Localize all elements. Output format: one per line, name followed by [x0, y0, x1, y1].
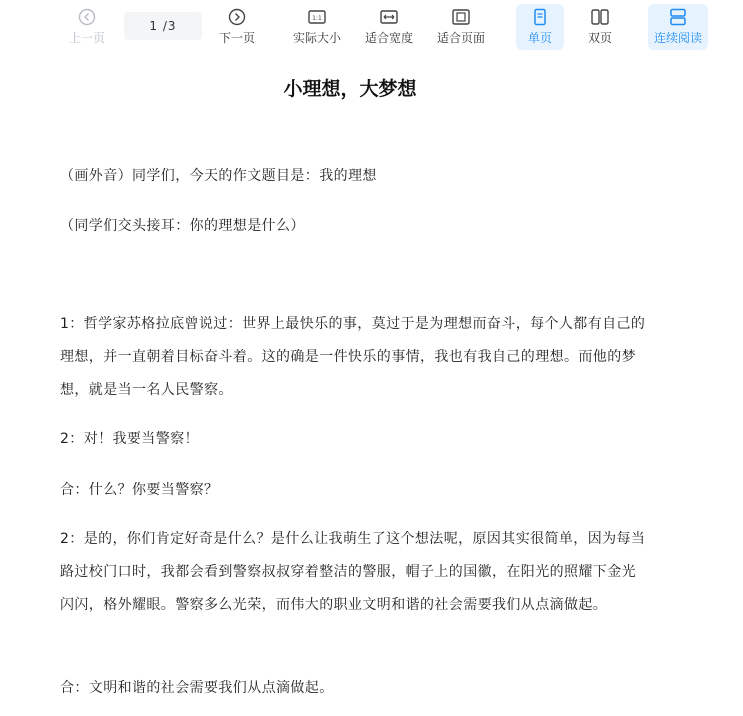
chevron-left-circle-icon [78, 8, 96, 26]
single-page-label: 单页 [527, 31, 552, 45]
prev-page-label: 上一页 [68, 31, 105, 45]
prev-page-button[interactable] [64, 4, 110, 50]
continuous-reading-label: 连续阅读 [653, 31, 702, 45]
double-page-label: 双页 [587, 31, 612, 45]
actual-size-label: 实际大小 [292, 31, 341, 45]
fit-page-label: 适合页面 [436, 31, 485, 45]
fit-page-icon [451, 8, 471, 26]
fit-page-button[interactable] [434, 4, 488, 50]
toolbar [0, 0, 743, 56]
paragraph: 2：对！我要当警察！ [60, 431, 199, 447]
page-counter[interactable] [124, 12, 202, 40]
actual-size-button[interactable] [290, 4, 344, 50]
document-title: 小理想，大梦想 [283, 78, 417, 100]
next-page-label: 下一页 [218, 31, 255, 45]
page-separator: / [158, 19, 168, 33]
single-page-icon [531, 8, 549, 26]
double-page-button[interactable] [576, 4, 624, 50]
svg-text:1:1: 1:1 [312, 15, 322, 22]
paragraph: 2：是的，你们肯定好奇是什么？是什么让我萌生了这个想法呢，原因其实很简单，因为每当路过校门口时，我都会看到警察叔叔穿着整洁的警服，帽子上的国徽，在阳光的照耀下金光闪闪，格外耀眼。警察多么光荣，而伟大的职业文明和谐的社会需要我们从点滴做起。 [60, 531, 646, 613]
actual-size-icon [307, 8, 327, 26]
page-total: 3 [167, 19, 177, 33]
continuous-reading-icon [668, 8, 688, 26]
double-page-icon [590, 8, 610, 26]
fit-width-icon [379, 8, 399, 26]
next-page-button[interactable] [214, 4, 260, 50]
paragraph: 1：哲学家苏格拉底曾说过：世界上最快乐的事，莫过于是为理想而奋斗，每个人都有自己的理想，并一直朝着目标奋斗着。这的确是一件快乐的事情，我也有我自己的理想。而他的梦想，就是当一名人民警察。 [60, 316, 646, 398]
paragraph: 合：文明和谐的社会需要我们从点滴做起。 [60, 680, 334, 696]
fit-width-label: 适合宽度 [364, 31, 413, 45]
paragraph: 合：什么？你要当警察？ [60, 482, 219, 498]
continuous-reading-button[interactable] [648, 4, 708, 50]
paragraph: （同学们交头接耳：你的理想是什么） [60, 218, 305, 234]
fit-width-button[interactable] [362, 4, 416, 50]
chevron-right-circle-icon [228, 8, 246, 26]
page-current: 1 [149, 19, 159, 33]
paragraph: （画外音）同学们，今天的作文题目是：我的理想 [60, 168, 377, 184]
single-page-button[interactable] [516, 4, 564, 50]
